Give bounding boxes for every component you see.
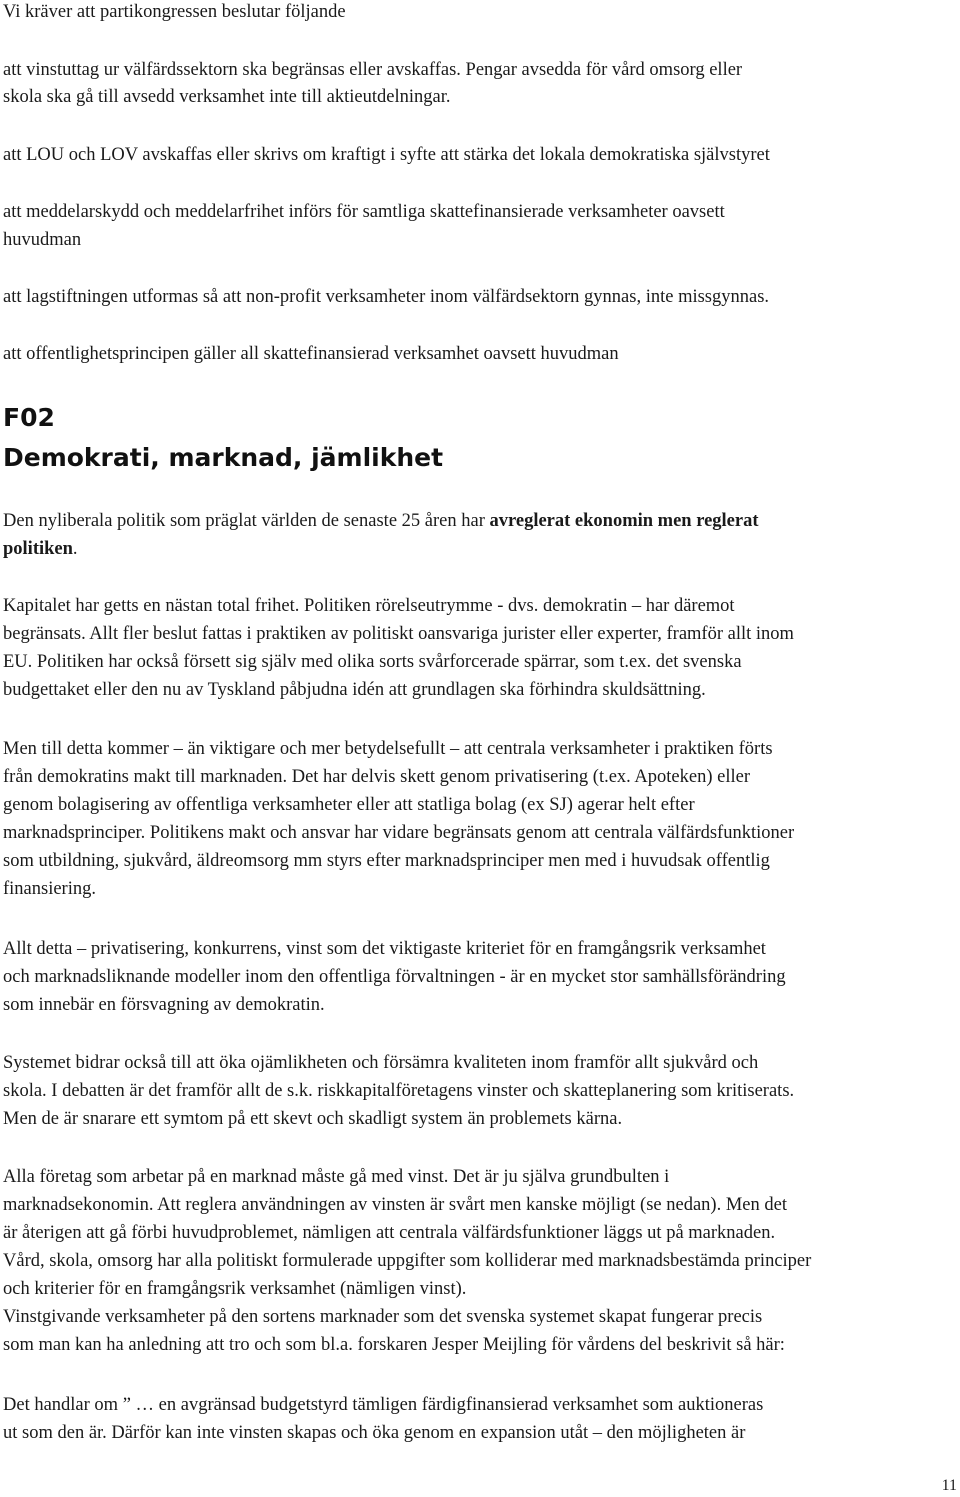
demand-5: att offentlighetsprincipen gäller all skattefinansierad verksamhet oavsett huvudman (3, 344, 619, 364)
demand-text: att vinstuttag ur välfärdssektorn ska begränsas eller avskaffas. Pengar avsedda för vård omsorg eller (3, 60, 743, 80)
paragraph-2-line-3: EU. Politiken har också försett sig själv med olika sorts svårforcerade spärrar, som t.ex. det svenska (3, 652, 742, 672)
bold-text: politiken (3, 539, 73, 559)
paragraph-2-line-1: Kapitalet har getts en nästan total frihet. Politiken rörelseutrymme - dvs. demokratin – har däremot (3, 596, 735, 616)
paragraph-6-line-1: Alla företag som arbetar på en marknad måste gå med vinst. Det är ju själva grundbulten i (3, 1167, 670, 1187)
demand-2: att LOU och LOV avskaffas eller skrivs om kraftigt i syfte att stärka det lokala demokratiska självstyret (3, 145, 770, 165)
paragraph-text: . (72, 539, 78, 559)
paragraph-6-line-2: marknadsekonomin. Att reglera användningen av vinsten är svårt men kanske möjligt (se nedan). Men det (3, 1195, 787, 1215)
paragraph-3-line-4: marknadsprinciper. Politikens makt och ansvar har vidare begränsats genom att centrala välfärdsfunktioner (3, 823, 795, 843)
intro-line: Vi kräver att partikongressen beslutar följande (3, 2, 346, 22)
paragraph-1-line-1 (3, 507, 957, 535)
paragraph-text: Den nyliberala politik som präglat världen de senaste 25 åren har (3, 511, 490, 531)
paragraph-2-line-4: budgettaket eller den nu av Tyskland påbjudna idén att grundlagen ska förhindra skuldsättning. (3, 680, 706, 700)
paragraph-5-line-1: Systemet bidrar också till att öka ojämlikheten och försämra kvaliteten inom framför allt sjukvård och (3, 1053, 759, 1073)
paragraph-1-line-2 (3, 535, 957, 563)
paragraph-3-line-6: finansiering. (3, 879, 96, 899)
paragraph-4-line-2: och marknadsliknande modeller inom den offentliga förvaltningen - är en mycket stor samhällsförändring (3, 967, 786, 987)
paragraph-3-line-2: från demokratins makt till marknaden. Det har delvis skett genom privatisering (t.ex. Apoteken) eller (3, 767, 750, 787)
paragraph-3-line-3: genom bolagisering av offentliga verksamheter eller att statliga bolag (ex SJ) agerar helt efter (3, 795, 695, 815)
paragraph-7-line-2: ut som den är. Därför kan inte vinsten skapas och öka genom en expansion utåt – den möjligheten är (3, 1423, 746, 1443)
paragraph-6-line-6: Vinstgivande verksamheter på den sortens marknader som det svenska systemet skapat fungerar precis (3, 1307, 763, 1327)
paragraph-7-line-1: Det handlar om ” … en avgränsad budgetstyrd tämligen färdigfinansierad verksamhet som auktioneras (3, 1395, 764, 1415)
paragraph-3-line-5: som utbildning, sjukvård, äldreomsorg mm styrs efter marknadsprinciper men med i huvudsak offentlig (3, 851, 770, 871)
bold-text: avreglerat ekonomin men reglerat (489, 511, 759, 531)
demand-3-line-2: huvudman (3, 230, 82, 250)
demand-3-line-1: att meddelarskydd och meddelarfrihet införs för samtliga skattefinansierade verksamheter oavsett (3, 202, 725, 222)
paragraph-4-line-1: Allt detta – privatisering, konkurrens, vinst som det viktigaste kriteriet för en framgångsrik verksamhet (3, 939, 766, 959)
demand-1-line-2: skola ska gå till avsedd verksamhet inte till aktieutdelningar. (3, 87, 451, 107)
paragraph-6-line-7: som man kan ha anledning att tro och som bl.a. forskaren Jesper Meijling för vårdens del beskrivit så här: (3, 1335, 785, 1355)
section-code: F02 (3, 403, 55, 432)
page-number: 11 (941, 1477, 957, 1494)
paragraph-6-line-3: är återigen att gå förbi huvudproblemet, nämligen att centrala välfärdsfunktioner läggs ut på marknaden. (3, 1223, 776, 1243)
paragraph-2-line-2: begränsats. Allt fler beslut fattas i praktiken av politiskt oansvariga jurister eller experter, framför allt inom (3, 624, 794, 644)
paragraph-6-line-4: Vård, skola, omsorg har alla politiskt formulerade uppgifter som kolliderar med marknadsbestämda principer (3, 1251, 812, 1271)
paragraph-3-line-1: Men till detta kommer – än viktigare och mer betydelsefullt – att centrala verksamheter i praktiken förts (3, 739, 773, 759)
paragraph-5-line-2: skola. I debatten är det framför allt de s.k. riskkapitalföretagens vinster och skatteplanering som kritiserats. (3, 1081, 795, 1101)
paragraph-6-line-5: och kriterier för en framgångsrik verksamhet (nämligen vinst). (3, 1279, 467, 1299)
paragraph-5-line-3: Men de är snarare ett symtom på ett skevt och skadligt system än problemets kärna. (3, 1109, 623, 1129)
demand-1-line-1 (3, 56, 957, 84)
paragraph-4-line-3: som innebär en försvagning av demokratin. (3, 995, 325, 1015)
section-title: Demokrati, marknad, jämlikhet (3, 443, 444, 472)
demand-4: att lagstiftningen utformas så att non-profit verksamheter inom välfärdsektorn gynnas, inte missgynnas. (3, 287, 770, 307)
